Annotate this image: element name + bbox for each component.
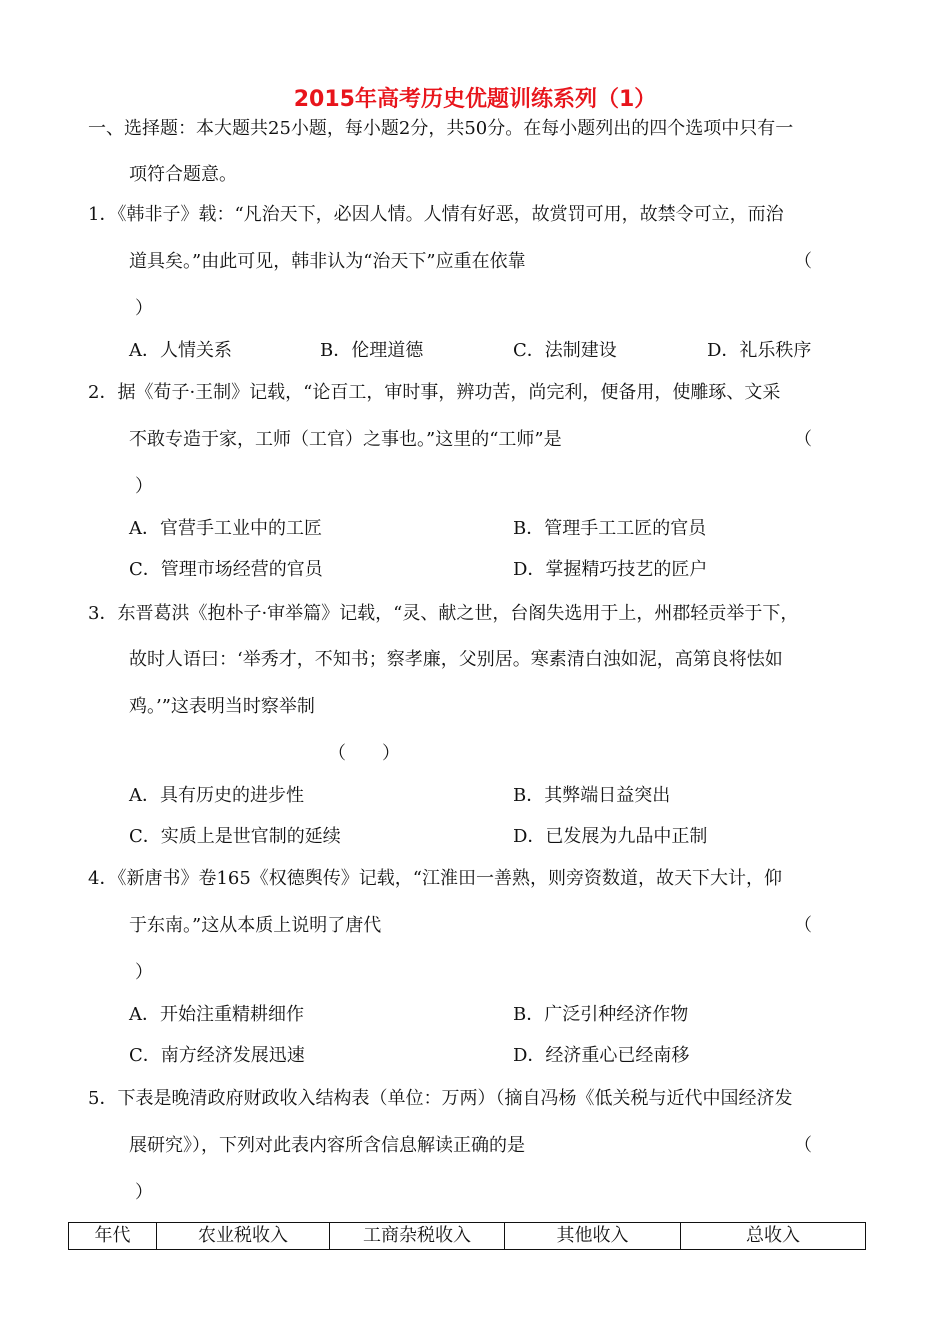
q4-option-d: D．经济重心已经南移: [513, 1045, 690, 1066]
table-header-cell: 总收入: [681, 1223, 866, 1250]
table-header-row: [69, 1223, 866, 1250]
q3-option-d: D．已发展为九品中正制: [513, 826, 708, 847]
q1-stem-line1: 1．《韩非子》载：“凡治天下，必因人情。人情有好恶，故赏罚可用，故禁令可立，而治: [88, 204, 784, 225]
q2-stem-line1: 2．据《荀子·王制》记载，“论百工，审时事，辨功苦，尚完利，便备用，使雕琢、文采: [88, 382, 781, 403]
q4-option-c: C．南方经济发展迅速: [129, 1045, 305, 1066]
q1-option-c: C．法制建设: [513, 340, 617, 361]
q4-option-a: A．开始注重精耕细作: [129, 1004, 304, 1025]
table-header-cell: 其他收入: [505, 1223, 681, 1250]
q1-stem-line2: 道具矣。”由此可见，韩非认为“治天下”应重在依靠: [129, 251, 526, 272]
table-header-cell: 年代: [69, 1223, 157, 1250]
q3-stem-line1: 3．东晋葛洪《抱朴子·审举篇》记载，“灵、献之世，台阁失选用于上，州郡轻贡举于下，: [88, 603, 799, 624]
q1-bracket-open: （: [794, 251, 812, 272]
q5-bracket-close: ）: [135, 1182, 153, 1203]
table-header-cell: 农业税收入: [157, 1223, 330, 1250]
q2-option-b: B．管理手工工匠的官员: [513, 518, 707, 539]
q2-bracket-open: （: [794, 429, 812, 450]
page-title: 2015年高考历史优题训练系列（1）: [293, 87, 657, 112]
q3-option-b: B．其弊端日益突出: [513, 785, 671, 806]
q5-stem-line1: 5．下表是晚清政府财政收入结构表（单位：万两）（摘自冯杨《低关税与近代中国经济发: [88, 1088, 793, 1109]
q1-bracket-close: ）: [135, 298, 153, 319]
q4-stem-line1: 4．《新唐书》卷165《权德舆传》记载，“江淮田一善熟，则旁资数道，故天下大计，仰: [88, 868, 783, 889]
q3-option-c: C．实质上是世官制的延续: [129, 826, 341, 847]
q3-bracket: （ ）: [328, 743, 400, 764]
q4-stem-line2: 于东南。”这从本质上说明了唐代: [129, 915, 382, 936]
q2-option-c: C．管理市场经营的官员: [129, 559, 323, 580]
q4-bracket-close: ）: [135, 962, 153, 983]
q1-option-d: D．礼乐秩序: [707, 340, 812, 361]
q2-stem-line2: 不敢专造于家，工师（工官）之事也。”这里的“工师”是: [129, 429, 562, 450]
q2-option-a: A．官营手工业中的工匠: [129, 518, 322, 539]
q5-bracket-open: （: [794, 1135, 812, 1156]
q4-option-b: B．广泛引种经济作物: [513, 1004, 689, 1025]
revenue-table: [68, 1222, 866, 1250]
q3-stem-line3: 鸡。’”这表明当时察举制: [129, 696, 315, 717]
q3-option-a: A．具有历史的进步性: [129, 785, 304, 806]
table-header-cell: 工商杂税收入: [330, 1223, 505, 1250]
q4-bracket-open: （: [794, 915, 812, 936]
q1-option-a: A．人情关系: [129, 340, 232, 361]
section-intro-line1: 一、选择题：本大题共25小题，每小题2分，共50分。在每小题列出的四个选项中只有一: [88, 118, 794, 139]
q2-bracket-close: ）: [135, 476, 153, 497]
section-intro-line2: 项符合题意。: [129, 164, 237, 185]
q2-option-d: D．掌握精巧技艺的匠户: [513, 559, 708, 580]
q3-stem-line2: 故时人语曰：‘举秀才，不知书；察孝廉，父别居。寒素清白浊如泥，高第良将怯如: [129, 649, 783, 670]
q1-option-b: B．伦理道德: [320, 340, 424, 361]
q5-stem-line2: 展研究》），下列对此表内容所含信息解读正确的是: [129, 1135, 525, 1156]
